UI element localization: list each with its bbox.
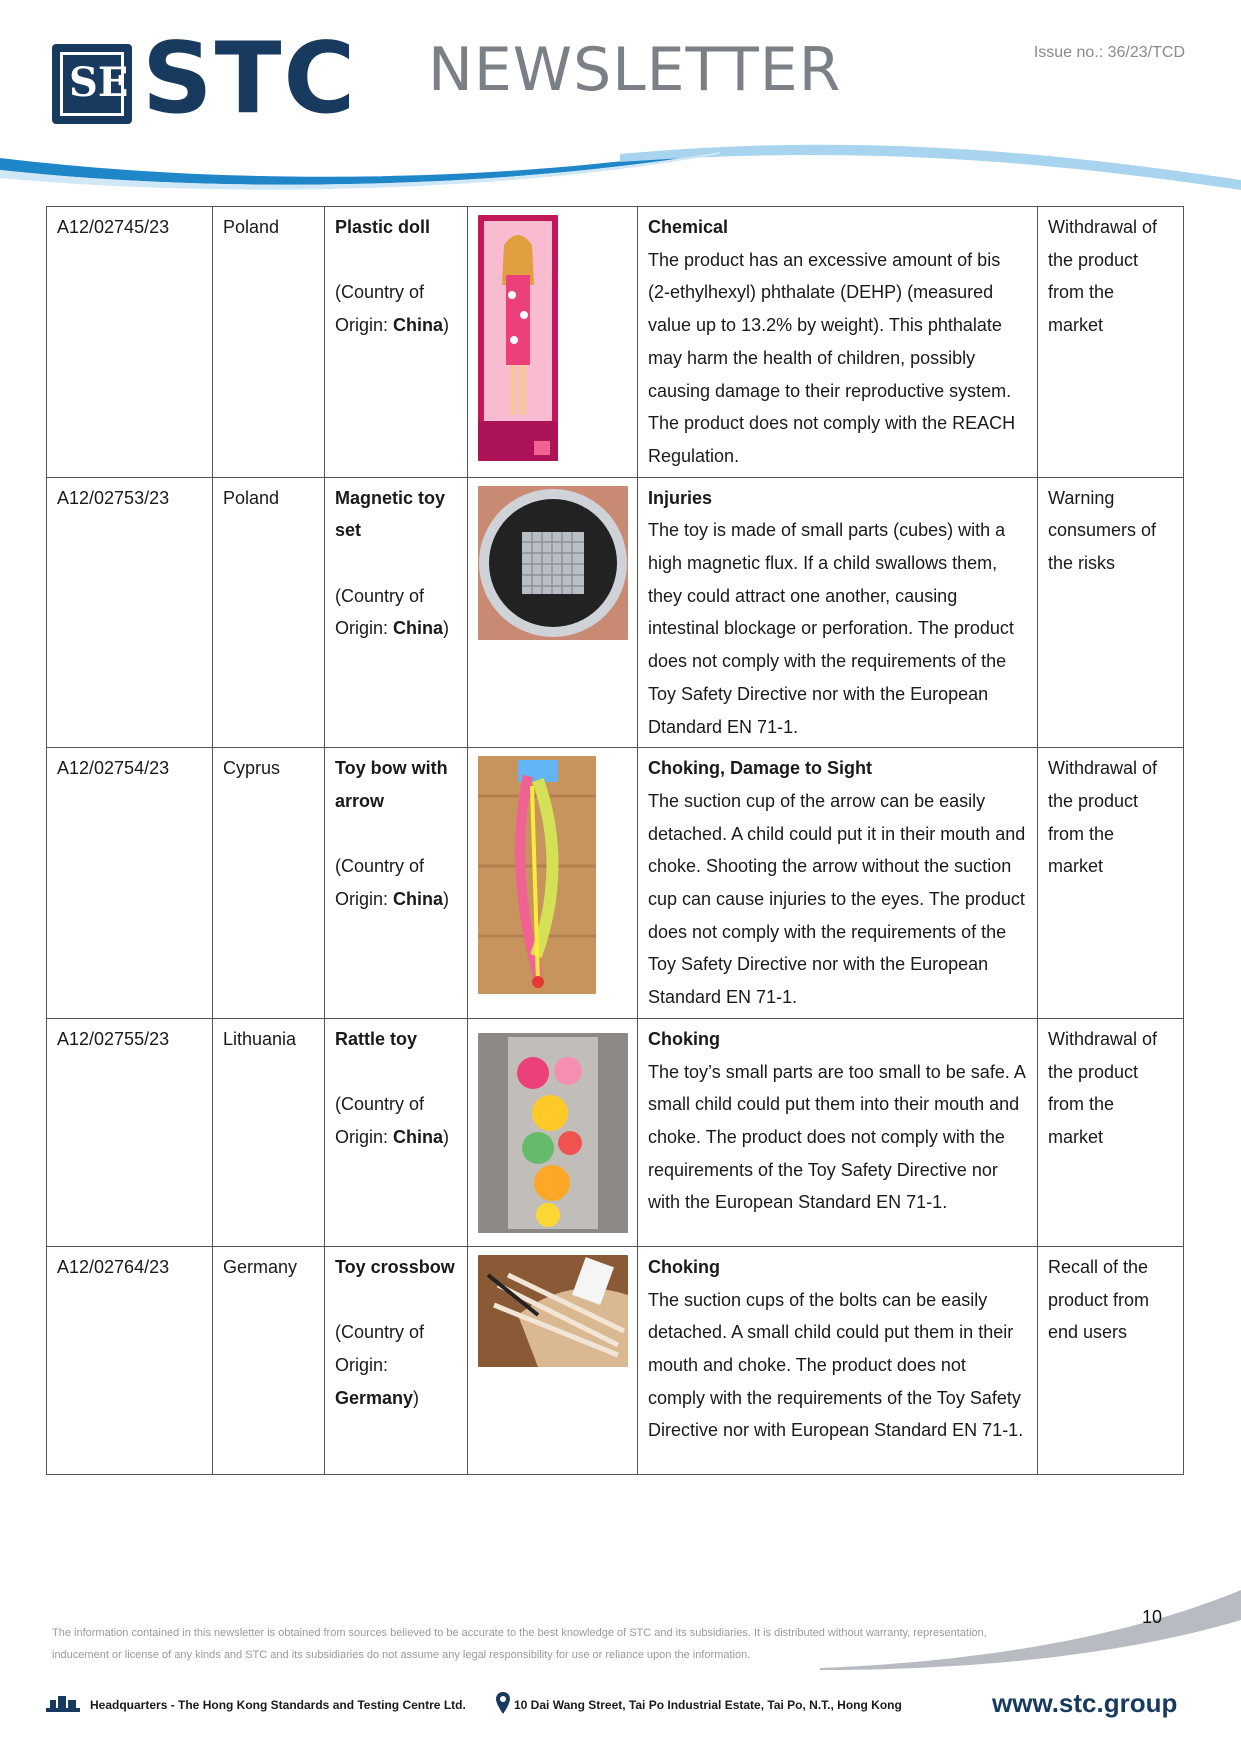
risk-cell: [638, 748, 1038, 1019]
address-text: 10 Dai Wang Street, Tai Po Industrial Estate, Tai Po, N.T., Hong Kong: [514, 1698, 902, 1712]
page-header: [0, 0, 1241, 200]
risk-description: The suction cups of the bolts can be easily detached. A small child could put them in their mouth and choke. The product does not comply with the requirements of the Toy Safety Directive nor with European Standard EN 71-1.: [648, 1289, 1024, 1441]
notifying-country: Poland: [213, 477, 325, 748]
product-name: Rattle toy: [335, 1028, 418, 1049]
stc-logo: [52, 22, 358, 136]
origin-country: Germany: [335, 1387, 414, 1408]
image-cell: [468, 207, 638, 478]
notifying-country: Germany: [213, 1246, 325, 1474]
table-row: [47, 1246, 1184, 1474]
risk-type: Chemical: [648, 217, 729, 237]
origin-prefix: (Country of Origin:: [335, 856, 425, 910]
rattle-toy-photo: [478, 1033, 628, 1233]
notifying-country: Cyprus: [213, 748, 325, 1019]
risk-cell: [638, 1018, 1038, 1246]
table-row: [47, 1018, 1184, 1246]
product-name: Toy bow with arrow: [335, 758, 448, 811]
product-name: Magnetic toy set: [335, 487, 446, 541]
notification-id: A12/02745/23: [47, 207, 213, 478]
risk-cell: [638, 477, 1038, 748]
building-icon: [46, 1694, 80, 1712]
origin-suffix: ): [443, 315, 450, 336]
origin-suffix: ): [443, 889, 450, 910]
disclaimer: The information contained in this newsletter is obtained from sources believed to be accurate to the best knowledge of STC and its subsidiaries. It is distributed without warranty, representation, inducement or license of any kinds and STC and its subsidiaries do not assume any legal responsibility for use or reliance upon the information.: [52, 1627, 987, 1661]
origin-suffix: ): [443, 1126, 450, 1147]
headquarters-text: Headquarters - The Hong Kong Standards and Testing Centre Ltd.: [90, 1698, 466, 1712]
origin-prefix: (Country of Origin:: [335, 585, 425, 639]
logo-wordmark: STC: [142, 22, 358, 136]
notifying-country: Lithuania: [213, 1018, 325, 1246]
origin-prefix: (Country of Origin:: [335, 1094, 425, 1147]
product-cell: [325, 1246, 468, 1474]
logo-mark-letters: SE: [69, 59, 129, 106]
measures-taken: Withdrawal of the product from the market: [1038, 748, 1184, 1019]
toy-crossbow-photo: [478, 1255, 628, 1367]
risk-description: The suction cup of the arrow can be easily detached. A child could put it in their mouth and choke. Shooting the arrow without the suction cup can cause injuries to the eyes. The product does not comply with the requirements of the Toy Safety Directive nor with the European Standard EN 71-1.: [648, 790, 1026, 1008]
product-name: Plastic doll: [335, 217, 431, 237]
footer-bar: [46, 1688, 1196, 1722]
doll-box-photo: [478, 215, 558, 461]
product-cell: [325, 1018, 468, 1246]
risk-description: The toy’s small parts are too small to be safe. A small child could put them into their mouth and choke. The product does not comply with the requirements of the Toy Safety Directive nor with the European Standard EN 71-1.: [648, 1061, 1025, 1213]
risk-description: The product has an excessive amount of bis (2-ethylhexyl) phthalate (DEHP) (measured value up to 13.2% by weight). This phthalate may harm the health of children, possibly causing damage to their reproductive system. The product does not comply with the REACH Regulation.: [648, 249, 1016, 466]
issue-number: Issue no.: 36/23/TCD: [1033, 44, 1185, 61]
origin-country: China: [393, 1126, 444, 1147]
product-cell: [325, 748, 468, 1019]
risk-type: Choking, Damage to Sight: [648, 758, 873, 779]
header-swoosh: [0, 140, 1241, 200]
risk-type: Choking: [648, 1256, 720, 1277]
product-cell: [325, 207, 468, 478]
measures-taken: Recall of the product from end users: [1038, 1246, 1184, 1474]
risk-cell: [638, 207, 1038, 478]
notification-id: A12/02755/23: [47, 1018, 213, 1246]
risk-cell: [638, 1246, 1038, 1474]
origin-country: China: [393, 618, 444, 639]
newsletter-title: NEWSLETTER: [428, 35, 842, 105]
image-cell: [468, 477, 638, 748]
product-name: Toy crossbow: [335, 1256, 455, 1277]
origin-country: China: [393, 889, 444, 910]
table-row: [47, 477, 1184, 748]
measures-taken: Withdrawal of the product from the market: [1038, 207, 1184, 478]
stc-logo-mark: [52, 44, 132, 124]
origin-prefix: (Country of Origin:: [335, 282, 425, 336]
risk-type: Injuries: [648, 487, 713, 508]
product-cell: [325, 477, 468, 748]
origin-suffix: ): [413, 1387, 420, 1408]
location-pin-icon: [496, 1692, 510, 1714]
measures-taken: Warning consumers of the risks: [1038, 477, 1184, 748]
recall-table: [46, 206, 1184, 1475]
origin-prefix: (Country of Origin:: [335, 1322, 425, 1375]
notification-id: A12/02754/23: [47, 748, 213, 1019]
notifying-country: Poland: [213, 207, 325, 478]
image-cell: [468, 1246, 638, 1474]
risk-type: Choking: [648, 1028, 720, 1049]
notification-id: A12/02753/23: [47, 477, 213, 748]
page-number: 10: [1142, 1607, 1163, 1627]
notification-id: A12/02764/23: [47, 1246, 213, 1474]
origin-country: China: [393, 315, 444, 336]
risk-description: The toy is made of small parts (cubes) with a high magnetic flux. If a child swallows them, they could attract one another, causing intestinal blockage or perforation. The product does not comply with the requirements of the Toy Safety Directive nor with the European Dtandard EN 71-1.: [648, 520, 1014, 737]
table-row: [47, 748, 1184, 1019]
toy-bow-photo: [478, 756, 596, 994]
image-cell: [468, 1018, 638, 1246]
website-link[interactable]: www.stc.group: [992, 1688, 1178, 1718]
origin-suffix: ): [443, 618, 450, 639]
table-row: [47, 207, 1184, 478]
measures-taken: Withdrawal of the product from the market: [1038, 1018, 1184, 1246]
image-cell: [468, 748, 638, 1019]
magnetic-cubes-photo: [478, 486, 628, 640]
